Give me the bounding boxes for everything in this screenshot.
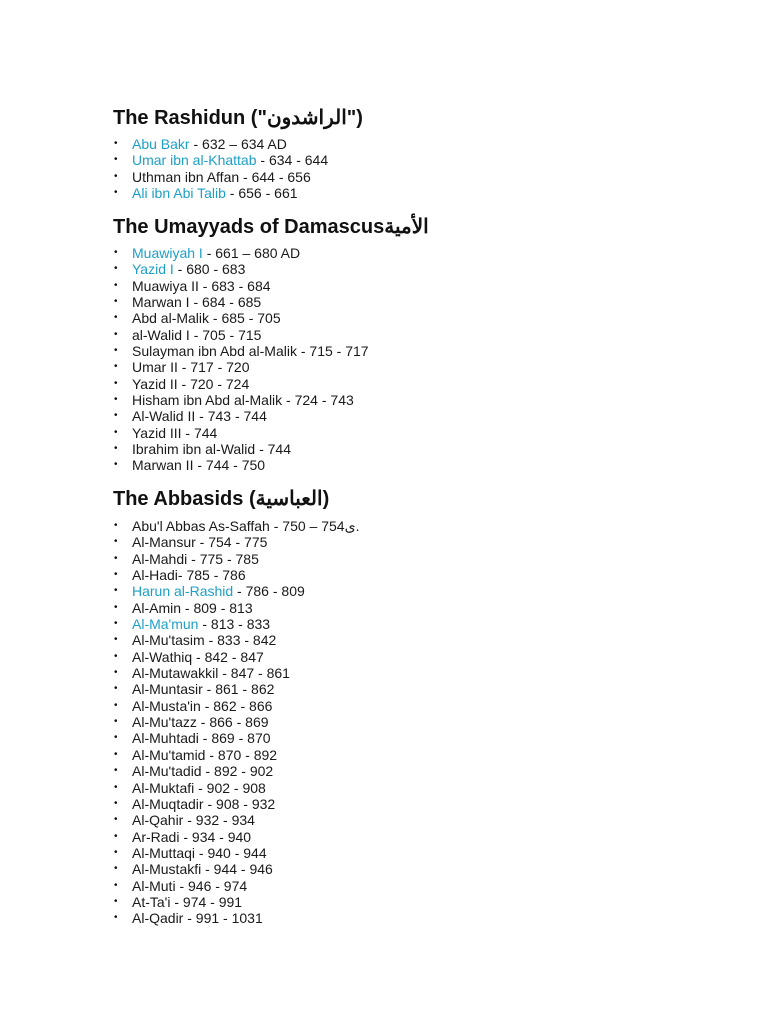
reign-dates: - 684 - 685 bbox=[189, 294, 262, 311]
reign-dates: - 934 - 940 bbox=[179, 828, 252, 845]
bullet-icon: • bbox=[114, 138, 118, 149]
reign-dates: - 862 - 866 bbox=[200, 697, 273, 714]
ruler-name: Al-Mu'tadid bbox=[132, 763, 202, 780]
ruler-list-item bbox=[113, 441, 369, 457]
ruler-list-item bbox=[113, 567, 359, 583]
ruler-name-link[interactable]: Ali ibn Abi Talib bbox=[132, 185, 226, 202]
ruler-name: Al-Musta'in bbox=[132, 697, 201, 714]
reign-dates: - 632 – 634 AD bbox=[189, 136, 287, 152]
ruler-list-item bbox=[113, 294, 369, 310]
ruler-list-item bbox=[113, 551, 359, 567]
reign-dates: - 991 - 1031 bbox=[183, 910, 263, 927]
reign-dates: - 847 - 861 bbox=[218, 665, 290, 682]
ruler-name: Al-Muti bbox=[132, 877, 176, 894]
bullet-icon: • bbox=[114, 748, 118, 760]
bullet-icon: • bbox=[114, 781, 118, 793]
bullet-icon: • bbox=[114, 247, 118, 258]
ruler-name: Al-Mahdi bbox=[132, 550, 188, 567]
ruler-name: Al-Mu'tazz bbox=[132, 714, 197, 731]
bullet-icon: • bbox=[114, 814, 118, 826]
bullet-icon: • bbox=[114, 569, 118, 581]
heading-suffix: ") bbox=[346, 107, 363, 129]
reign-dates: - 775 - 785 bbox=[187, 550, 259, 567]
reign-dates: - 656 - 661 bbox=[225, 185, 298, 202]
ruler-list-item bbox=[113, 780, 359, 796]
bullet-icon: • bbox=[114, 699, 118, 711]
ruler-list-item bbox=[113, 894, 359, 910]
bullet-icon: • bbox=[114, 443, 118, 455]
ruler-name: Al-Qahir bbox=[132, 812, 184, 829]
ruler-list-item bbox=[113, 457, 369, 473]
ruler-list-item bbox=[113, 812, 359, 828]
ruler-list-item bbox=[113, 600, 359, 616]
bullet-icon: • bbox=[114, 394, 118, 406]
ruler-name: Al-Muttaqi bbox=[132, 844, 196, 861]
ruler-name: Uthman ibn Affan bbox=[132, 168, 240, 185]
reign-dates: - 785 - 786 bbox=[177, 567, 246, 584]
bullet-icon: • bbox=[114, 879, 118, 891]
reign-dates: - 683 - 684 bbox=[198, 277, 271, 294]
bullet-icon: • bbox=[114, 634, 118, 646]
ruler-name-link[interactable]: Muawiyah I bbox=[132, 245, 203, 261]
ruler-name-link[interactable]: Umar ibn al-Khattab bbox=[132, 152, 257, 169]
ruler-name: Yazid II bbox=[132, 375, 178, 392]
section-heading-umayyads bbox=[113, 215, 429, 239]
reign-dates: - 634 - 644 bbox=[256, 152, 329, 169]
bullet-icon: • bbox=[114, 536, 118, 548]
ruler-name: al-Walid I bbox=[132, 326, 190, 343]
bullet-icon: • bbox=[114, 377, 118, 389]
ruler-list-item bbox=[113, 343, 369, 359]
ruler-name: Abu'l Abbas As-Saffah bbox=[132, 518, 270, 534]
bullet-icon: • bbox=[114, 797, 118, 809]
ruler-name: Marwan I bbox=[132, 294, 190, 311]
ruler-list-rashidun bbox=[113, 136, 328, 201]
bullet-icon: • bbox=[114, 585, 118, 597]
reign-dates: - 861 - 862 bbox=[202, 681, 275, 698]
ruler-list-item bbox=[113, 518, 359, 534]
ruler-name: Al-Mu'tasim bbox=[132, 632, 205, 649]
ruler-list-item bbox=[113, 261, 369, 277]
bullet-icon: • bbox=[114, 520, 118, 531]
ruler-name: Ar-Radi bbox=[132, 828, 180, 845]
ruler-name: Yazid III bbox=[132, 424, 182, 441]
bullet-icon: • bbox=[114, 863, 118, 875]
reign-dates: - 940 - 944 bbox=[195, 844, 267, 861]
bullet-icon: • bbox=[114, 552, 118, 564]
reign-dates: - 813 - 833 bbox=[198, 616, 271, 633]
ruler-list-item bbox=[113, 534, 359, 550]
reign-dates: - 720 - 724 bbox=[177, 375, 250, 392]
heading-arabic: الراشدون bbox=[266, 107, 347, 129]
ruler-name: Hisham ibn Abd al-Malik bbox=[132, 392, 283, 409]
ruler-name: Al-Muhtadi bbox=[132, 730, 199, 747]
reign-dates: - 908 - 932 bbox=[203, 795, 276, 812]
ruler-name: Abd al-Malik bbox=[132, 310, 210, 327]
ruler-name: Al-Qadir bbox=[132, 910, 184, 927]
reign-dates: - 743 - 744 bbox=[195, 408, 267, 425]
reign-dates: - 744 bbox=[255, 441, 292, 458]
ruler-list-item bbox=[113, 310, 369, 326]
ruler-list-item bbox=[113, 327, 369, 343]
ruler-name: Ibrahim ibn al-Walid bbox=[132, 441, 256, 458]
reign-dates: - 833 - 842 bbox=[204, 632, 277, 649]
bullet-icon: • bbox=[114, 296, 118, 308]
bullet-icon: • bbox=[114, 459, 118, 471]
ruler-list-item bbox=[113, 632, 359, 648]
ruler-name: Al-Hadi bbox=[132, 567, 178, 584]
reign-dates: - 902 - 908 bbox=[194, 779, 266, 796]
reign-dates: - 869 - 870 bbox=[198, 730, 271, 747]
ruler-list-item bbox=[113, 169, 328, 185]
bullet-icon: • bbox=[114, 895, 118, 907]
ruler-name: Al-Wathiq bbox=[132, 648, 193, 665]
reign-dates: - 892 - 902 bbox=[201, 763, 274, 780]
reign-dates: - 932 - 934 bbox=[183, 812, 255, 829]
reign-dates: - 842 - 847 bbox=[192, 648, 264, 665]
heading-text: The Umayyads of Damascus bbox=[113, 216, 385, 238]
bullet-icon: • bbox=[114, 846, 118, 858]
bullet-icon: • bbox=[114, 650, 118, 662]
ruler-name: Sulayman ibn Abd al-Malik bbox=[132, 343, 297, 360]
ruler-name: Al-Muqtadir bbox=[132, 795, 204, 812]
ruler-list-item bbox=[113, 763, 359, 779]
bullet-icon: • bbox=[114, 279, 118, 291]
ruler-list-abbasids bbox=[113, 518, 359, 927]
reign-dates: - 744 bbox=[181, 424, 218, 441]
ruler-name: Marwan II bbox=[132, 457, 194, 474]
reign-dates: - 866 - 869 bbox=[196, 714, 269, 731]
bullet-icon: • bbox=[114, 667, 118, 679]
ruler-list-item bbox=[113, 714, 359, 730]
bullet-icon: • bbox=[114, 312, 118, 324]
heading-text: The Abbasids ( bbox=[113, 488, 256, 510]
heading-suffix: ) bbox=[322, 488, 330, 510]
reign-dates: - 946 - 974 bbox=[175, 877, 248, 894]
bullet-icon: • bbox=[114, 732, 118, 744]
bullet-icon: • bbox=[114, 328, 118, 340]
reign-dates: - 715 - 717 bbox=[296, 343, 369, 360]
bullet-icon: • bbox=[114, 154, 118, 166]
ruler-list-item bbox=[113, 278, 369, 294]
ruler-name: Al-Muktafi bbox=[132, 779, 195, 796]
ruler-list-item bbox=[113, 681, 359, 697]
heading-arabic: الأمية bbox=[384, 216, 429, 238]
ruler-list-item bbox=[113, 861, 359, 877]
ruler-list-item bbox=[113, 425, 369, 441]
reign-dates: - 744 - 750 bbox=[193, 457, 266, 474]
ruler-name-link[interactable]: Yazid I bbox=[132, 261, 174, 278]
ruler-list-item bbox=[113, 747, 359, 763]
reign-dates: - 685 - 705 bbox=[209, 310, 281, 327]
bullet-icon: • bbox=[114, 263, 118, 275]
ruler-name: Al-Mustakfi bbox=[132, 861, 202, 878]
ruler-list-item bbox=[113, 185, 328, 201]
reign-dates: - 754 - 775 bbox=[195, 534, 268, 551]
ruler-list-item bbox=[113, 583, 359, 599]
bullet-icon: • bbox=[114, 426, 118, 438]
heading-text: The Rashidun (" bbox=[113, 107, 267, 129]
ruler-list-item bbox=[113, 845, 359, 861]
ruler-list-item bbox=[113, 730, 359, 746]
ruler-list-item bbox=[113, 136, 328, 152]
ruler-list-umayyads bbox=[113, 245, 369, 474]
reign-dates: - 870 - 892 bbox=[205, 746, 278, 763]
ruler-name: At-Ta'i bbox=[132, 893, 171, 910]
ruler-list-item bbox=[113, 910, 359, 926]
reign-dates: - 705 - 715 bbox=[189, 326, 262, 343]
ruler-list-item bbox=[113, 359, 369, 375]
ruler-name-link[interactable]: Harun al-Rashid bbox=[132, 583, 234, 600]
bullet-icon: • bbox=[114, 830, 118, 842]
bullet-icon: • bbox=[114, 410, 118, 422]
reign-dates: - 974 - 991 bbox=[170, 893, 243, 910]
ruler-name: Al-Walid II bbox=[132, 408, 196, 425]
section-heading-rashidun bbox=[113, 106, 363, 130]
ruler-list-item bbox=[113, 616, 359, 632]
ruler-list-item bbox=[113, 878, 359, 894]
bullet-icon: • bbox=[114, 187, 118, 199]
ruler-list-item bbox=[113, 829, 359, 845]
bullet-icon: • bbox=[114, 683, 118, 695]
ruler-name: Al-Amin bbox=[132, 599, 182, 616]
ruler-name: Al-Mu'tamid bbox=[132, 746, 206, 763]
ruler-name: Al-Muntasir bbox=[132, 681, 203, 698]
ruler-name: Muawiya II bbox=[132, 277, 199, 294]
bullet-icon: • bbox=[114, 912, 118, 924]
ruler-list-item bbox=[113, 392, 369, 408]
reign-dates: - 661 – 680 AD bbox=[202, 245, 301, 261]
bullet-icon: • bbox=[114, 765, 118, 777]
reign-dates: - 680 - 683 bbox=[173, 261, 246, 278]
section-heading-abbasids bbox=[113, 487, 329, 511]
ruler-list-item bbox=[113, 665, 359, 681]
ruler-list-item bbox=[113, 245, 369, 261]
bullet-icon: • bbox=[114, 170, 118, 182]
reign-dates: - 750 – 754ى. bbox=[269, 518, 360, 534]
ruler-list-item bbox=[113, 698, 359, 714]
bullet-icon: • bbox=[114, 601, 118, 613]
reign-dates: - 644 - 656 bbox=[239, 168, 311, 185]
reign-dates: - 944 - 946 bbox=[201, 861, 273, 878]
ruler-list-item bbox=[113, 376, 369, 392]
reign-dates: - 809 - 813 bbox=[181, 599, 253, 616]
ruler-list-item bbox=[113, 649, 359, 665]
heading-arabic: العباسية bbox=[255, 488, 323, 510]
ruler-name-link[interactable]: Al-Ma'mun bbox=[132, 616, 199, 633]
bullet-icon: • bbox=[114, 618, 118, 630]
ruler-list-item bbox=[113, 796, 359, 812]
bullet-icon: • bbox=[114, 361, 118, 373]
reign-dates: - 717 - 720 bbox=[177, 359, 250, 376]
ruler-name: Umar II bbox=[132, 359, 178, 376]
bullet-icon: • bbox=[114, 716, 118, 728]
ruler-list-item bbox=[113, 152, 328, 168]
ruler-list-item bbox=[113, 408, 369, 424]
reign-dates: - 786 - 809 bbox=[233, 583, 305, 600]
ruler-name-link[interactable]: Abu Bakr bbox=[132, 136, 190, 152]
reign-dates: - 724 - 743 bbox=[282, 392, 354, 409]
ruler-name: Al-Mansur bbox=[132, 534, 196, 551]
ruler-name: Al-Mutawakkil bbox=[132, 665, 219, 682]
bullet-icon: • bbox=[114, 345, 118, 357]
